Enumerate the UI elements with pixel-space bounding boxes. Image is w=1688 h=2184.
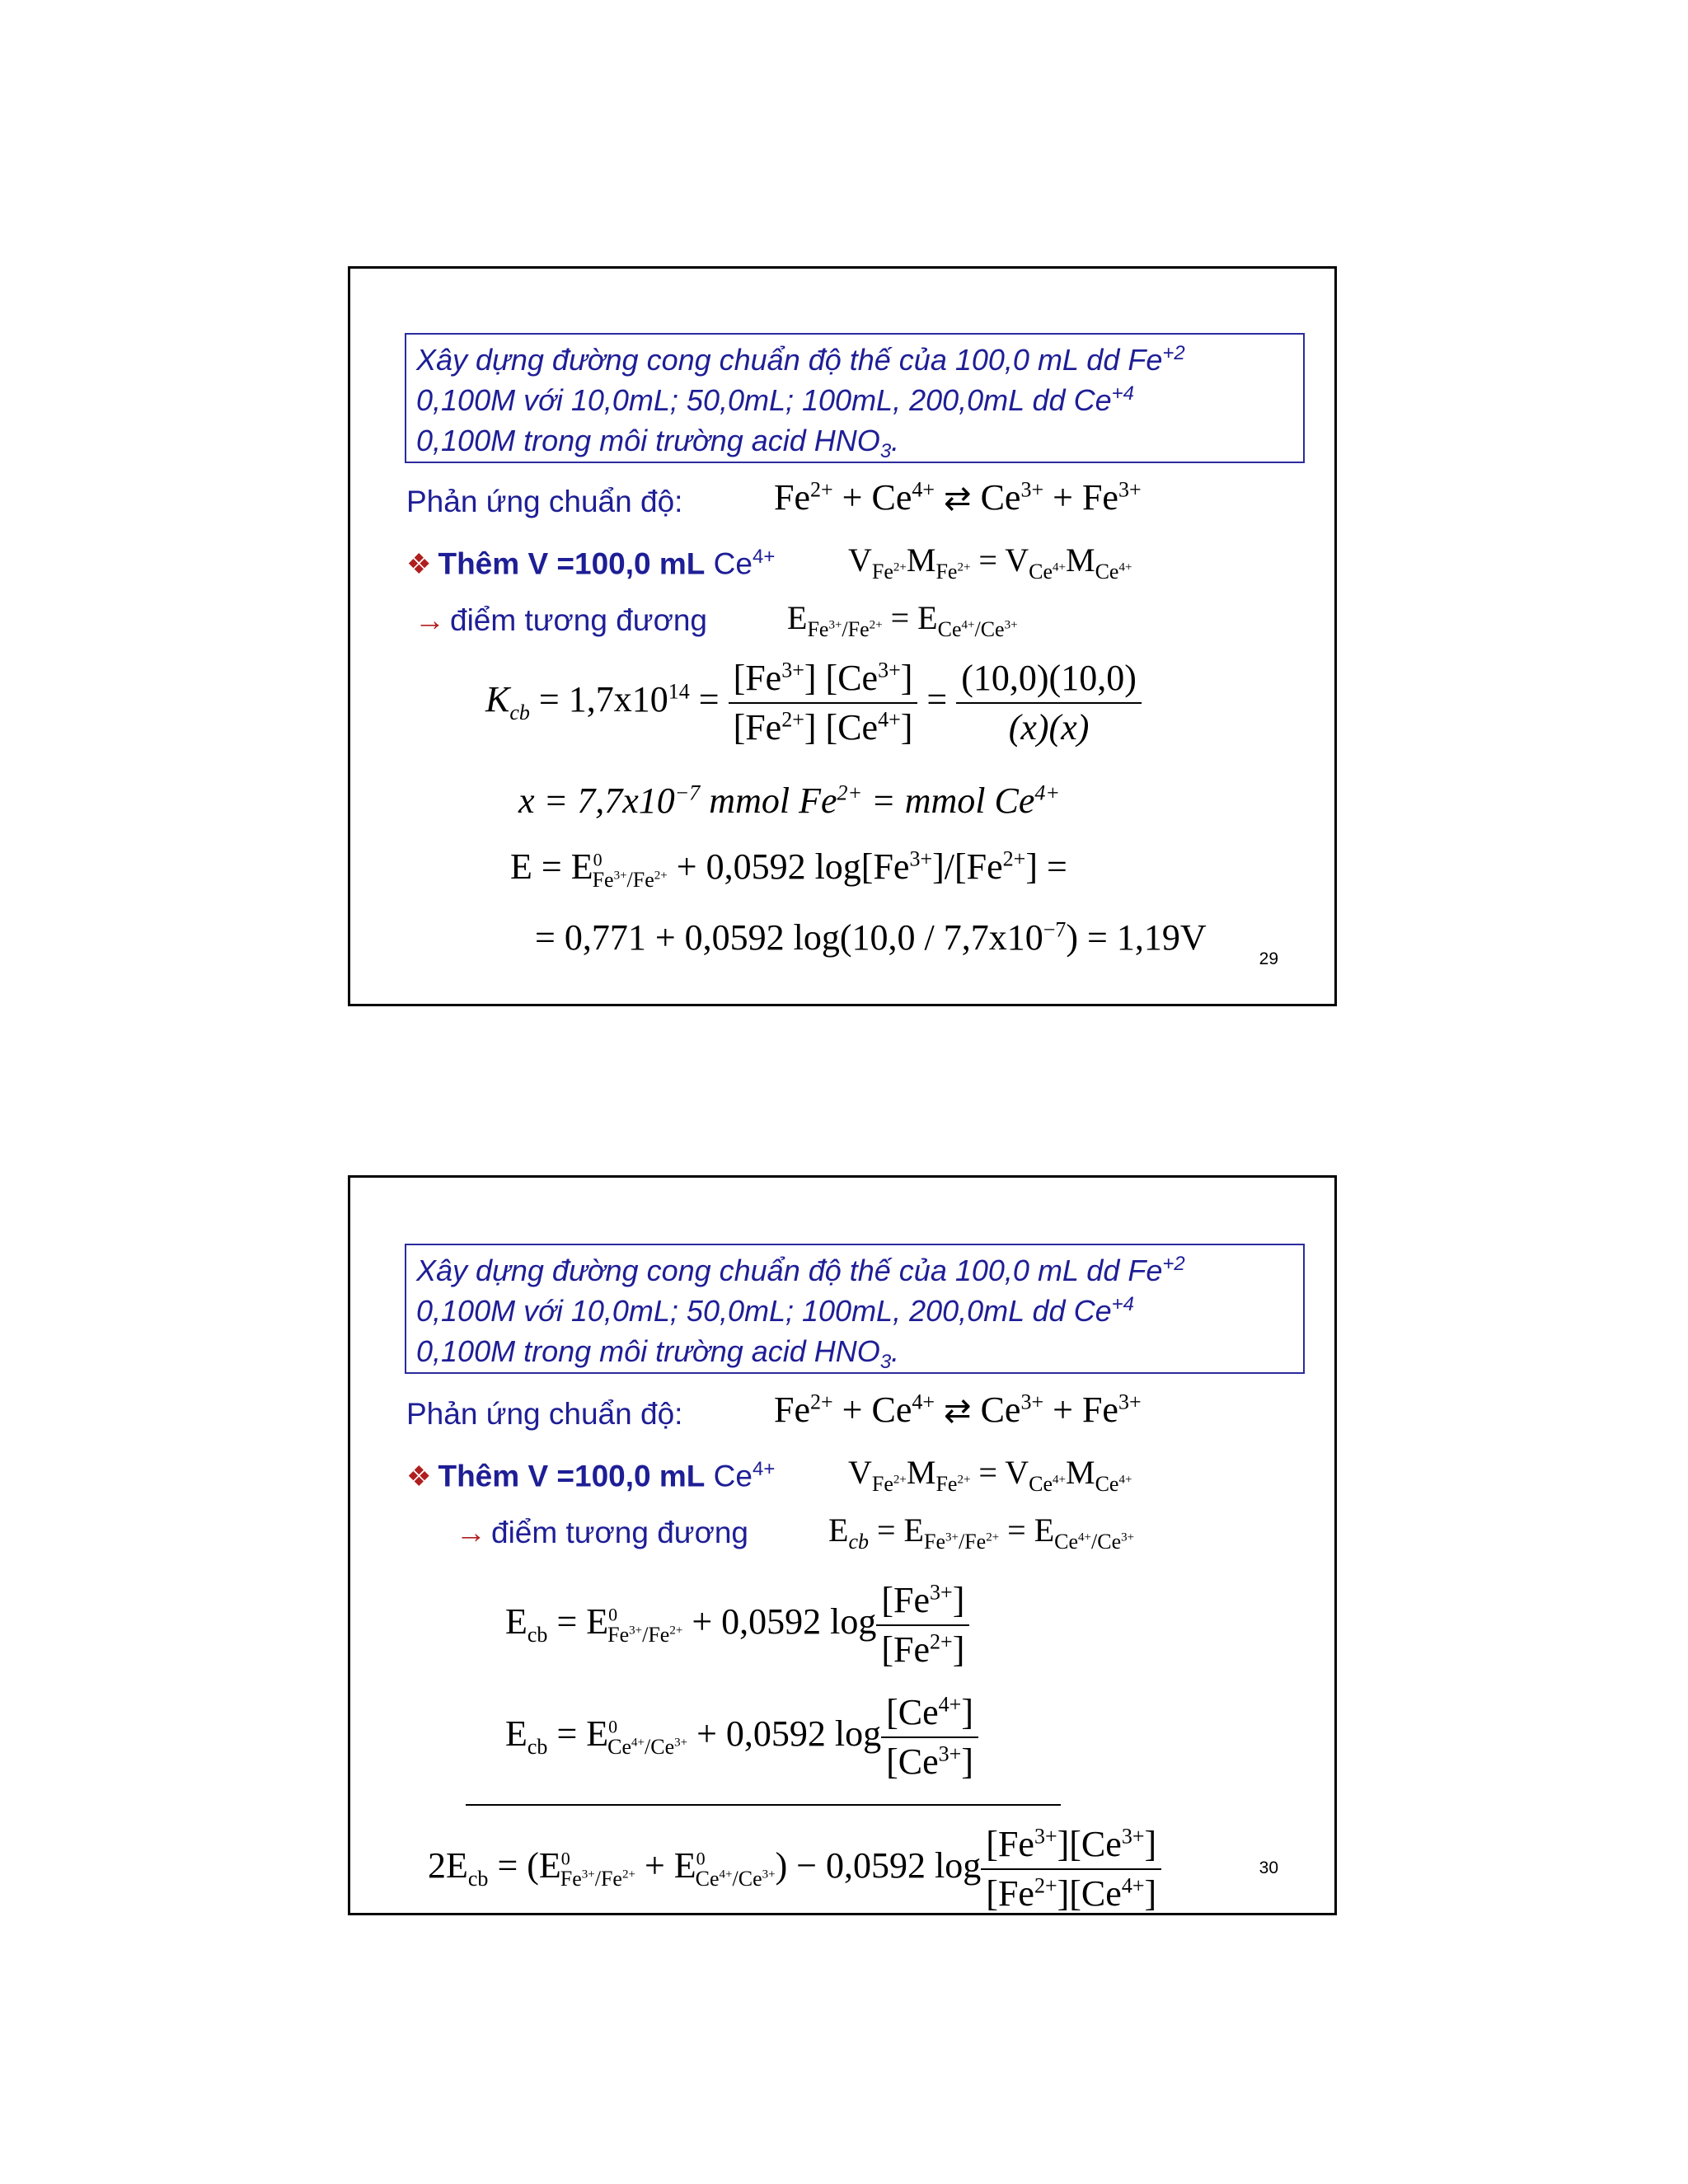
nernst-equation-line-1: $E = E^0_{Fe^{3+}/Fe^{2+}} + 0,0592$ $\log[Fe^{3+}]/[Fe^{2+}]$ =: [510, 846, 1067, 892]
slide-30: [348, 1175, 1337, 1915]
reaction-equation: $Fe^{2+} + Ce^{4+}$ ⇄ $Ce^{3+} + Fe^{3+}$: [774, 477, 1142, 518]
add-volume-line: [406, 546, 775, 581]
add-species-sup: 4+: [752, 1458, 776, 1480]
reaction-label: Phản ứng chuẩn độ:: [406, 1397, 683, 1431]
equivalence-point-label: điểm tương đương: [450, 603, 707, 637]
sum-divider-line: [466, 1804, 1061, 1806]
add-species: Ce: [713, 1459, 753, 1493]
page-number: 30: [1259, 1858, 1278, 1877]
add-volume-line: [406, 1458, 775, 1493]
task-line-1: Xây dựng đường cong chuẩn độ thế của 100,0 mL dd Fe: [416, 1254, 1163, 1287]
k-exponent: 14: [668, 679, 690, 704]
equilibrium-constant-equation: $K_{cb} = 1,7x10^{14}$ = $\frac{[Fe^{3+}] [Ce^{3+}]}{[Fe^{2+}] [Ce^{4+}]}$ = $\frac{(10,0)(10,0)}{(x)(x)}$: [485, 654, 1142, 752]
ecb-fe-equation: $E_{cb} = E^0_{Fe^{3+}/Fe^{2+}} + 0,0592$ log $\frac{[Fe^{3+}]}{[Fe^{2+}]}$: [505, 1577, 969, 1674]
k-value: 1,7x10: [568, 679, 668, 720]
add-species-sup: 4+: [752, 546, 776, 568]
equivalence-potential-equation: $E_{cb} = E_{Fe^{3+}/Fe^{2+}} = E_{Ce^{4+}/Ce^{3+}}$: [828, 1511, 1135, 1554]
task-line-1-sup: +2: [1162, 1253, 1185, 1275]
ce-ratio-fraction: $\frac{[Ce^{4+}]}{[Ce^{3+}]}$: [881, 1689, 978, 1786]
task-line-3-sub: 3: [879, 440, 892, 463]
numeric-ratio-fraction: $\frac{(10,0)(10,0)}{(x)(x)}$: [956, 654, 1142, 752]
page-number: 29: [1259, 949, 1278, 968]
reaction-label: Phản ứng chuẩn độ:: [406, 485, 683, 518]
task-line-3: 0,100M trong môi trường acid HNO: [416, 1334, 880, 1368]
task-statement-box: [405, 333, 1305, 463]
task-line-2: 0,100M với 10,0mL; 50,0mL; 100mL, 200,0mL dd Ce: [416, 1294, 1112, 1328]
equivalence-point-line: [456, 1516, 748, 1550]
sum-equation: $2E_{cb} = (E^0_{Fe^{3+}/Fe^{2+}} + E^0_{Ce^{4+}/Ce^{3+}}) - 0,0592$ log $\frac{[Fe^{3+}][Ce^{3+}]}{[Fe^{2+}][Ce^{4+}]}$: [428, 1821, 1161, 1918]
ecb-ce-equation: $E_{cb} = E^0_{Ce^{4+}/Ce^{3+}} + 0,0592$ log $\frac{[Ce^{4+}]}{[Ce^{3+}]}$: [505, 1689, 978, 1786]
diamond-bullet-icon: ❖: [406, 1461, 432, 1493]
task-line-3: 0,100M trong môi trường acid HNO: [416, 424, 880, 457]
nernst-equation-line-2: = 0,771 + 0,0592 $\log(10,0 / 7,7x10^{-7}) = 1,19V$: [535, 917, 1207, 958]
reaction-equation: $Fe^{2+} + Ce^{4+}$ ⇄ $Ce^{3+} + Fe^{3+}$: [774, 1390, 1142, 1430]
equivalence-point-label: điểm tương đương: [491, 1516, 748, 1549]
task-line-1: Xây dựng đường cong chuẩn độ thế của 100,0 mL dd Fe: [416, 343, 1163, 377]
task-line-3-end: .: [891, 1334, 900, 1368]
add-species: Ce: [713, 546, 753, 581]
task-line-3-end: .: [891, 424, 900, 457]
task-line-2-sup: +4: [1111, 382, 1134, 405]
fe-ratio-fraction: $\frac{[Fe^{3+}]}{[Fe^{2+}]}$: [876, 1577, 969, 1674]
arrow-right-icon: →: [456, 1516, 486, 1549]
combined-ratio-fraction: $\frac{[Fe^{3+}][Ce^{3+}]}{[Fe^{2+}][Ce^{4+}]}$: [981, 1821, 1161, 1918]
equivalence-point-line: [415, 603, 707, 638]
task-line-2-sup: +4: [1111, 1293, 1134, 1315]
equivalence-volume-equation: $V_{Fe^{2+}}M_{Fe^{2+}} = V_{Ce^{4+}}M_{Ce^{4+}}$: [848, 541, 1132, 583]
diamond-bullet-icon: ❖: [406, 549, 432, 581]
slide-29: [348, 266, 1337, 1006]
equivalence-potential-equation: $E_{Fe^{3+}/Fe^{2+}} = E_{Ce^{4+}/Ce^{3+}}$: [787, 599, 1018, 641]
arrow-right-icon: →: [415, 603, 445, 637]
task-line-2: 0,100M với 10,0mL; 50,0mL; 100mL, 200,0mL dd Ce: [416, 383, 1112, 417]
concentration-ratio-fraction: $\frac{[Fe^{3+}] [Ce^{3+}]}{[Fe^{2+}] [Ce^{4+}]}$: [729, 654, 918, 752]
task-line-3-sub: 3: [879, 1351, 892, 1374]
add-volume-label: Thêm V =100,0 mL: [438, 546, 706, 581]
x-value-equation: $x = 7,7x10^{-7}$ mmol $Fe^{2+}$ = mmol $Ce^{4+}$: [518, 780, 1060, 821]
add-volume-label: Thêm V =100,0 mL: [438, 1459, 706, 1493]
task-statement-box: [405, 1244, 1305, 1374]
task-line-1-sup: +2: [1162, 342, 1185, 364]
equivalence-volume-equation: $V_{Fe^{2+}}M_{Fe^{2+}} = V_{Ce^{4+}}M_{Ce^{4+}}$: [848, 1454, 1132, 1496]
